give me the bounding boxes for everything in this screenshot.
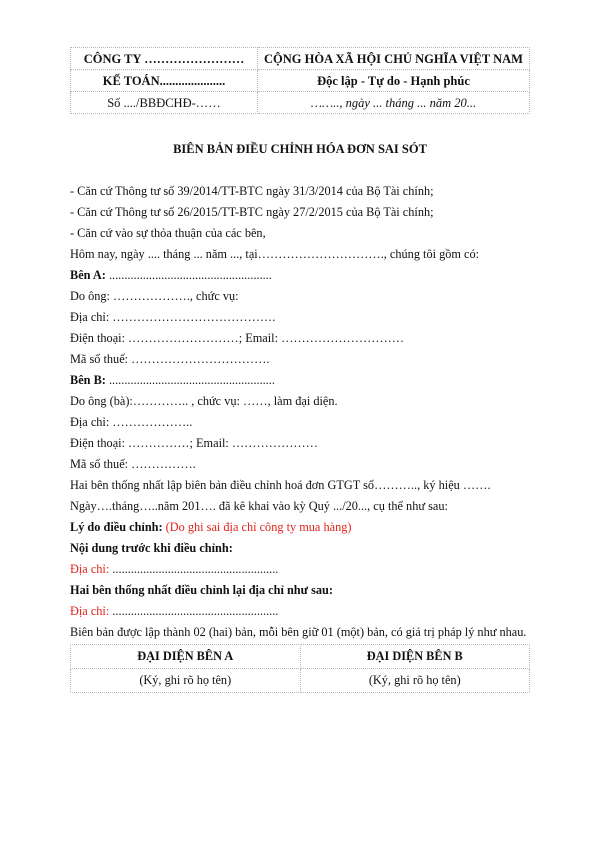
party-b-rep: Do ông (bà):………….. , chức vụ: ……, làm đại diện. <box>70 394 338 408</box>
basis-line-3: - Căn cứ vào sự thỏa thuận của các bên, <box>70 226 266 240</box>
reason-label: Lý do điều chỉnh: <box>70 520 163 534</box>
agreement-line-1: Hai bên thống nhất lập biên bản điều chỉnh hoá đơn GTGT số……….., ký hiệu ……. <box>70 478 491 492</box>
party-a-label: Bên A: <box>70 268 106 282</box>
today-line: Hôm nay, ngày .... tháng ... năm ..., tại…………………………., chúng tôi gồm có: <box>70 247 480 261</box>
closing-line: Biên bản được lập thành 02 (hai) bản, mỗi bên giữ 01 (một) bản, có giá trị pháp lý như nhau. <box>70 625 527 639</box>
company-name: CÔNG TY …………………… <box>71 48 258 70</box>
party-a-signature-note: (Ký, ghi rõ họ tên) <box>71 669 301 693</box>
party-b-dots: ...................................................... <box>105 373 275 387</box>
after-address-dots: ...................................................... <box>109 604 279 618</box>
party-a-rep: Do ông: ………………., chức vụ: <box>70 289 239 303</box>
after-address-label: Địa chỉ: <box>70 604 110 618</box>
basis-line-2: - Căn cứ Thông tư số 26/2015/TT-BTC ngày 27/2/2015 của Bộ Tài chính; <box>70 205 434 219</box>
before-address-label: Địa chỉ: <box>70 562 110 576</box>
country-name: CỘNG HÒA XÃ HỘI CHỦ NGHĨA VIỆT NAM <box>258 48 530 70</box>
document-title: BIÊN BẢN ĐIỀU CHỈNH HÓA ĐƠN SAI SÓT <box>173 142 427 156</box>
party-b-tax: Mã số thuế: ……………. <box>70 457 196 471</box>
party-b-label: Bên B: <box>70 373 106 387</box>
reason-line <box>70 520 351 534</box>
reason-value: (Do ghi sai địa chỉ công ty mua hàng) <box>162 520 352 534</box>
party-b-address: Địa chỉ: ……………….. <box>70 415 193 429</box>
party-a-dots: ..................................................... <box>105 268 272 282</box>
party-b-signature-note: (Ký, ghi rõ họ tên) <box>300 669 530 693</box>
date-line: …….., ngày ... tháng ... năm 20... <box>258 92 530 114</box>
signature-table <box>70 644 530 693</box>
before-address-line <box>70 562 278 576</box>
party-a-line <box>70 268 272 282</box>
basis-line-1: - Căn cứ Thông tư số 39/2014/TT-BTC ngày 31/3/2014 của Bộ Tài chính; <box>70 184 434 198</box>
document-number: Số ..../BBĐCHĐ-…… <box>71 92 258 114</box>
party-b-line <box>70 373 275 387</box>
accounting-dept: KẾ TOÁN..................... <box>71 70 258 92</box>
after-label: Hai bên thống nhất điều chỉnh lại địa chỉ như sau: <box>70 583 333 597</box>
party-b-signature-title: ĐẠI DIỆN BÊN B <box>300 645 530 669</box>
party-a-phone-email: Điện thoại: ………………………; Email: ………………………… <box>70 331 405 345</box>
national-motto: Độc lập - Tự do - Hạnh phúc <box>258 70 530 92</box>
party-a-address: Địa chỉ: …………………………………. <box>70 310 276 324</box>
party-b-phone-email: Điện thoại: ……………; Email: ………………… <box>70 436 318 450</box>
before-address-dots: ...................................................... <box>109 562 279 576</box>
before-label: Nội dung trước khi điều chỉnh: <box>70 541 233 555</box>
header-table <box>70 47 530 114</box>
party-a-tax: Mã số thuế: ……………………………. <box>70 352 270 366</box>
after-address-line <box>70 604 278 618</box>
party-a-signature-title: ĐẠI DIỆN BÊN A <box>71 645 301 669</box>
agreement-line-2: Ngày….tháng…..năm 201…. đã kê khai vào kỳ Quý .../20..., cụ thể như sau: <box>70 499 448 513</box>
